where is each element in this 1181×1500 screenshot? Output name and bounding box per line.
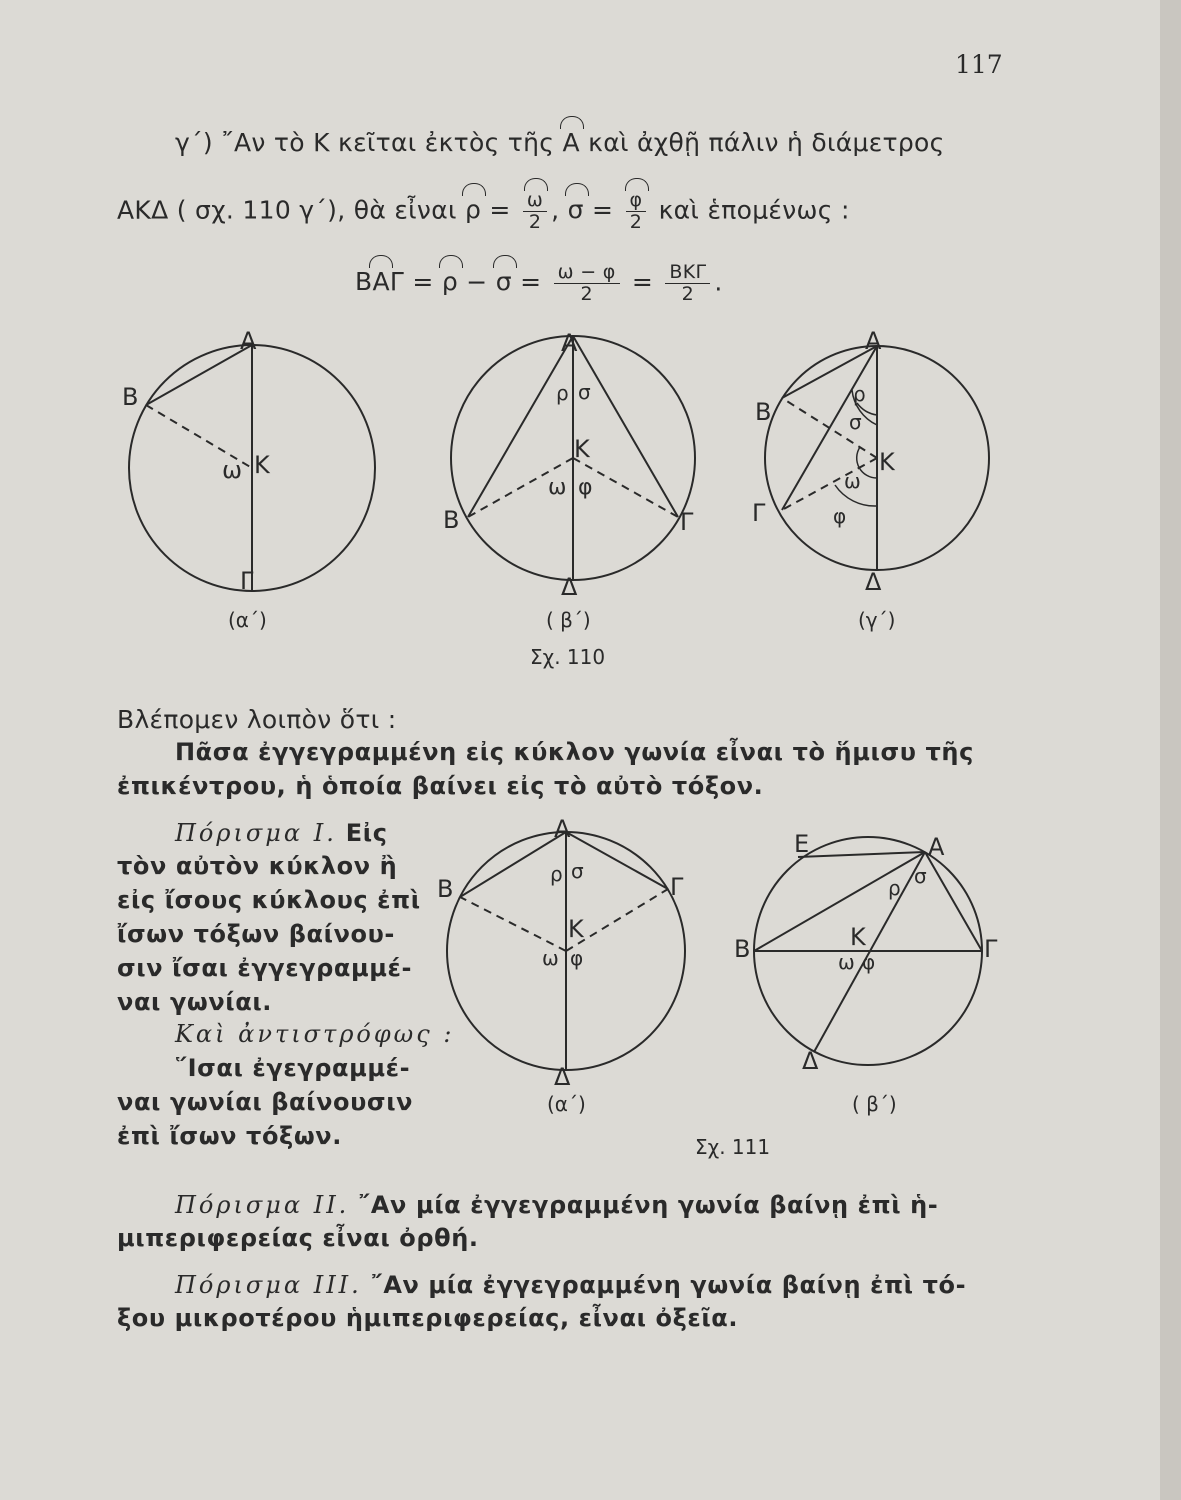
- porism1-title: Πόρισμα Ι.: [175, 819, 337, 847]
- numerator: ΒΚΓ: [665, 262, 710, 284]
- chord-ab: [146, 345, 252, 405]
- porism3-title: Πόρισμα ΙΙΙ.: [175, 1271, 362, 1299]
- minus-sign: −: [458, 267, 496, 297]
- figure-110-caption: Σχ. 110: [530, 645, 606, 669]
- chord-ag: [925, 852, 982, 951]
- porism3-line1: [175, 1270, 966, 1299]
- equals-sign: =: [481, 195, 519, 225]
- label-b: Β: [734, 935, 751, 963]
- label-phi: φ: [862, 950, 876, 974]
- porism2-line2: μιπεριφερείας εἶναι ὀρθή.: [117, 1224, 479, 1252]
- porism1-converse: Καὶ ἀντιστρόφως :: [175, 1020, 455, 1048]
- arc-symbol: ρ: [464, 195, 482, 225]
- label-k: Κ: [574, 435, 590, 463]
- porism2-title: Πόρισμα ΙΙ.: [175, 1191, 350, 1219]
- porism1-line2: τὸν αὐτὸν κύκλον ἢ: [117, 852, 398, 880]
- porism3-text: ῎Αν μία ἐγγεγραμμένη γωνία βαίνῃ ἐπὶ τό-: [361, 1271, 967, 1299]
- label-d: Δ: [802, 1047, 819, 1075]
- caption-110-a: (α΄): [228, 608, 267, 632]
- figure-111: [430, 815, 1030, 1090]
- figure-111-caption: Σχ. 111: [695, 1135, 771, 1159]
- porism1-line9: ναι γωνίαι βαίνουσιν: [117, 1088, 414, 1116]
- porism2-text: ῎Αν μία ἐγγεγραμμένη γωνία βαίνῃ ἐπὶ ἡ-: [349, 1191, 939, 1219]
- label-a: Α: [928, 833, 945, 861]
- label-d: Δ: [561, 573, 578, 601]
- fraction: [523, 190, 547, 233]
- porism1-line5: σιν ἴσαι ἐγγεγραμμέ-: [117, 954, 413, 982]
- equals-sign: =: [404, 267, 442, 297]
- label-b: Β: [443, 506, 460, 534]
- porism1-line4: ἴσων τόξων βαίνου-: [117, 920, 395, 948]
- label-k: Κ: [568, 915, 584, 943]
- label-k: Κ: [879, 448, 895, 476]
- porism1-line1: [175, 818, 388, 847]
- arc-symbol: σ: [495, 267, 512, 297]
- label-omega: ω: [844, 469, 861, 493]
- label-a: Α: [561, 329, 578, 357]
- porism1-line6: ναι γωνίαι.: [117, 988, 273, 1016]
- label-a: Α: [240, 327, 257, 355]
- page-number: 117: [955, 50, 1003, 79]
- label-rho: ρ: [556, 381, 569, 405]
- label-k: Κ: [850, 923, 866, 951]
- porism3-line2: ξου μικροτέρου ἡμιπεριφερείας, εἶναι ὀξεῖα.: [117, 1304, 739, 1332]
- label-omega: ω: [838, 950, 855, 974]
- numerator: φ: [626, 190, 647, 212]
- porism1-text: Εἰς: [336, 819, 388, 847]
- denominator: 2: [580, 282, 593, 305]
- porism1-line10: ἐπὶ ἴσων τόξων.: [117, 1122, 342, 1150]
- label-a: Α: [554, 815, 571, 843]
- label-phi: φ: [570, 946, 584, 970]
- numerator: ω: [523, 190, 547, 212]
- label-b: Β: [755, 398, 772, 426]
- label-g: Γ: [752, 499, 766, 527]
- caption-110-b: ( β΄): [546, 608, 591, 632]
- caption-110-c: (γ΄): [858, 608, 896, 632]
- label-omega: ω: [548, 475, 567, 500]
- denominator: 2: [629, 210, 643, 233]
- para-c-text: γ΄) ῎Αν τὸ Κ κεῖται ἐκτὸς τῆς: [175, 128, 563, 157]
- theorem-line2: ἐπικέντρου, ἡ ὁποία βαίνει εἰς τὸ αὐτὸ τόξον.: [117, 772, 764, 800]
- radius-kb: [460, 897, 566, 951]
- label-d: Δ: [554, 1063, 571, 1090]
- para-c-line1: [175, 128, 945, 157]
- label-a: Α: [865, 327, 882, 355]
- equals-sign: =: [511, 267, 550, 297]
- porism1-line3: εἰς ἴσους κύκλους ἐπὶ: [117, 886, 421, 914]
- theorem-line1: Πᾶσα ἐγγεγραμμένη εἰς κύκλον γωνία εἶναι τὸ ἥμισυ τῆς: [175, 738, 974, 766]
- label-omega: ω: [542, 946, 559, 970]
- label-g: Γ: [240, 567, 254, 595]
- label-g: Γ: [670, 873, 684, 901]
- label-k: Κ: [254, 451, 270, 479]
- text-we-see: Βλέπομεν λοιπὸν ὅτι :: [117, 705, 397, 734]
- comma: ,: [551, 195, 568, 225]
- formula: [355, 262, 723, 305]
- label-b: Β: [437, 875, 454, 903]
- fraction: [554, 262, 620, 305]
- angle-bag: ΒΑΓ: [355, 267, 405, 297]
- para-c-line2: [117, 190, 850, 233]
- para-c-text: ΑΚΔ ( σχ. 110 γ΄), θὰ εἶναι: [117, 195, 465, 225]
- label-rho: ρ: [550, 862, 563, 886]
- label-sigma: σ: [914, 864, 927, 888]
- label-omega: ω: [222, 456, 243, 484]
- porism1-line8: ῞Ισαι ἐγεγραμμέ-: [175, 1054, 411, 1082]
- denominator: 2: [681, 282, 695, 305]
- para-c-text: καὶ ἑπομένως :: [650, 195, 850, 225]
- denominator: 2: [528, 210, 542, 233]
- label-sigma: σ: [571, 859, 584, 883]
- equals-sign: =: [583, 195, 622, 225]
- label-d: Δ: [865, 568, 882, 596]
- radius-kb: [782, 398, 877, 458]
- fraction: [626, 190, 647, 233]
- porism2-line1: [175, 1190, 938, 1219]
- arc-symbol: σ: [567, 195, 584, 225]
- caption-111-a: (α΄): [547, 1092, 586, 1116]
- numerator: ω − φ: [554, 262, 620, 284]
- chord-ba: [754, 852, 925, 951]
- label-b: Β: [122, 383, 139, 411]
- label-rho: ρ: [853, 382, 866, 406]
- label-phi: φ: [578, 475, 593, 500]
- label-sigma: σ: [849, 410, 862, 434]
- fraction: [665, 262, 710, 305]
- period: .: [714, 267, 723, 297]
- label-g: Γ: [984, 935, 998, 963]
- arc-symbol: Α: [562, 128, 580, 157]
- para-c-text: καὶ ἀχθῇ πάλιν ἡ διάμετρος: [579, 128, 945, 157]
- label-e: Ε: [794, 830, 810, 858]
- caption-111-b: ( β΄): [852, 1092, 897, 1116]
- equals-sign: =: [623, 267, 662, 297]
- label-rho: ρ: [888, 876, 901, 900]
- label-sigma: σ: [578, 380, 591, 404]
- page-edge: [1160, 0, 1181, 1500]
- label-g: Γ: [680, 508, 694, 536]
- arc-symbol: ρ: [441, 267, 459, 297]
- label-phi: φ: [833, 504, 847, 528]
- chord-ea: [798, 852, 925, 857]
